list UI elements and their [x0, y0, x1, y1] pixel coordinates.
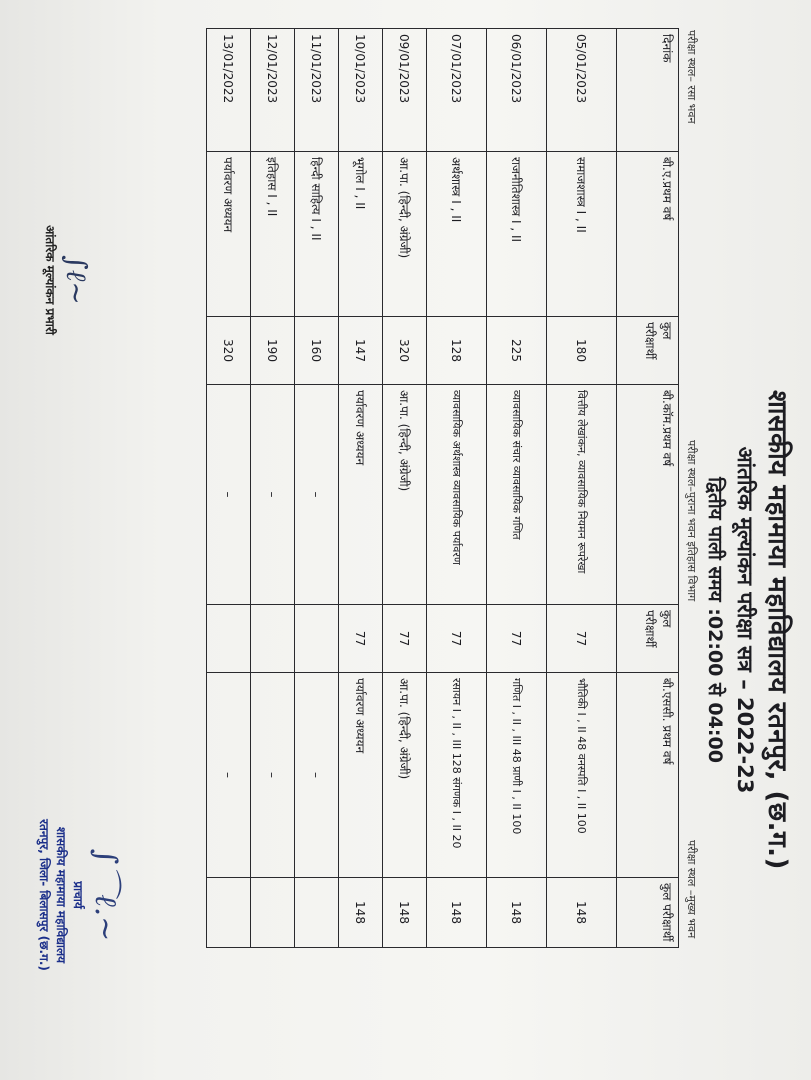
cell-bsc: भौतिकी I , II 48 वनस्पति I , II 100 — [547, 673, 617, 878]
principal-signature-stamp — [36, 740, 131, 1050]
table-row — [427, 29, 487, 948]
cell-ba: अर्थशास्त्र I , II — [427, 152, 487, 317]
cell-ba-total: 147 — [339, 317, 383, 385]
exam-schedule-table — [206, 28, 679, 948]
cell-bcom-total: 77 — [547, 605, 617, 673]
cell-ba: राजनीतिशास्त्र I , II — [487, 152, 547, 317]
cell-ba: पर्यावरण अध्ययन — [207, 152, 251, 317]
evaluation-incharge-signature — [42, 165, 93, 395]
cell-bcom: – — [251, 385, 295, 605]
table-header-row — [617, 29, 679, 948]
cell-bsc: आ.पा. (हिन्दी, अंग्रेजी) — [383, 673, 427, 878]
cell-date: 13/01/2022 — [207, 29, 251, 152]
cell-bsc: पर्यावरण अध्ययन — [339, 673, 383, 878]
cell-bsc-total: 148 — [547, 878, 617, 948]
table-row — [547, 29, 617, 948]
cell-ba: आ.पा. (हिन्दी, अंग्रेजी) — [383, 152, 427, 317]
cell-bcom: – — [207, 385, 251, 605]
cell-ba-total: 320 — [207, 317, 251, 385]
cell-ba-total: 225 — [487, 317, 547, 385]
cell-date: 07/01/2023 — [427, 29, 487, 152]
cell-bcom-total: 77 — [427, 605, 487, 673]
table-row — [295, 29, 339, 948]
cell-bcom: आ.पा. (हिन्दी, अंग्रेजी) — [383, 385, 427, 605]
handwritten-signature: ∫⌒ℓ.~ — [88, 848, 123, 942]
venue-bcom: परीक्षा स्थल–पुराना भवन इतिहास विभाग — [685, 440, 698, 602]
cell-bsc-total: 148 — [487, 878, 547, 948]
handwritten-signature: ∫ℓ~ — [60, 255, 93, 305]
header-date: दिनांक — [617, 29, 679, 152]
cell-ba: भूगोल I , II — [339, 152, 383, 317]
cell-date: 05/01/2023 — [547, 29, 617, 152]
cell-bcom-total — [251, 605, 295, 673]
cell-bsc-total: 148 — [427, 878, 487, 948]
header-ba: बी.ए.प्रथम वर्ष — [617, 152, 679, 317]
college-title: शासकीय महामाया महाविद्यालय रतनपुर, (छ.ग.) — [762, 390, 792, 870]
cell-bcom-total: 77 — [487, 605, 547, 673]
cell-bsc-total: 148 — [339, 878, 383, 948]
cell-bcom-total — [295, 605, 339, 673]
cell-ba: समाजशास्त्र I , II — [547, 152, 617, 317]
cell-bsc-total — [251, 878, 295, 948]
cell-date: 11/01/2023 — [295, 29, 339, 152]
shift-timing: द्वितीय पाली समय :02:00 से 04:00 — [704, 477, 726, 763]
cell-bcom-total: 77 — [339, 605, 383, 673]
stamp-address: रतनपुर, जिला- बिलासपुर (छ.ग.) — [37, 819, 51, 971]
table-row — [487, 29, 547, 948]
cell-bcom: – — [295, 385, 339, 605]
cell-bsc-total — [295, 878, 339, 948]
cell-bsc: रसायन I , II , III 128 संगणक I , II 20 — [427, 673, 487, 878]
evaluation-incharge-label: आंतरिक मूल्यांकन प्रभारी — [43, 225, 57, 335]
header-ba-total: कुल परीक्षार्थी — [617, 317, 679, 385]
cell-date: 06/01/2023 — [487, 29, 547, 152]
cell-bsc-total: 148 — [383, 878, 427, 948]
table-row — [251, 29, 295, 948]
header-bsc: बी.एससी. प्रथम वर्ष — [617, 673, 679, 878]
cell-bcom: पर्यावरण अध्ययन — [339, 385, 383, 605]
exam-session-title: आंतरिक मूल्यांकन परीक्षा सत्र – 2022-23 — [733, 446, 757, 794]
cell-ba-total: 160 — [295, 317, 339, 385]
cell-bcom-total — [207, 605, 251, 673]
venue-ba: परीक्षा स्थल– रसा भवन — [685, 30, 698, 124]
cell-date: 09/01/2023 — [383, 29, 427, 152]
cell-bsc: – — [295, 673, 339, 878]
cell-bcom: व्यावसायिक संचार व्यावसायिक गणित — [487, 385, 547, 605]
cell-ba-total: 190 — [251, 317, 295, 385]
stamp-college-name: शासकीय महामाया महाविद्यालय — [54, 826, 68, 964]
cell-bcom: वित्तीय लेखांकन, व्यावसायिक नियमन रूपरेखा — [547, 385, 617, 605]
cell-bsc: – — [251, 673, 295, 878]
header-bsc-total: कुल परीक्षार्थी — [617, 878, 679, 948]
cell-ba: हिन्दी साहित्य I , II — [295, 152, 339, 317]
table-row — [207, 29, 251, 948]
table-row — [339, 29, 383, 948]
cell-bsc: – — [207, 673, 251, 878]
cell-bcom-total: 77 — [383, 605, 427, 673]
cell-bsc: गणित I , II , III 48 प्राणी I , II 100 — [487, 673, 547, 878]
cell-ba: इतिहास I , II — [251, 152, 295, 317]
header-bcom: बी.कॉम.प्रथम वर्ष — [617, 385, 679, 605]
cell-date: 12/01/2023 — [251, 29, 295, 152]
table-row — [383, 29, 427, 948]
principal-label: प्राचार्य — [71, 881, 85, 909]
cell-bcom: व्यावसायिक अर्थशास्त्र व्यावसायिक पर्यावरण — [427, 385, 487, 605]
cell-ba-total: 320 — [383, 317, 427, 385]
cell-ba-total: 180 — [547, 317, 617, 385]
cell-date: 10/01/2023 — [339, 29, 383, 152]
cell-ba-total: 128 — [427, 317, 487, 385]
venue-bsc: परीक्षा स्थल –मुख्य भवन — [685, 840, 698, 939]
cell-bsc-total — [207, 878, 251, 948]
header-bcom-total: कुल परीक्षार्थी — [617, 605, 679, 673]
